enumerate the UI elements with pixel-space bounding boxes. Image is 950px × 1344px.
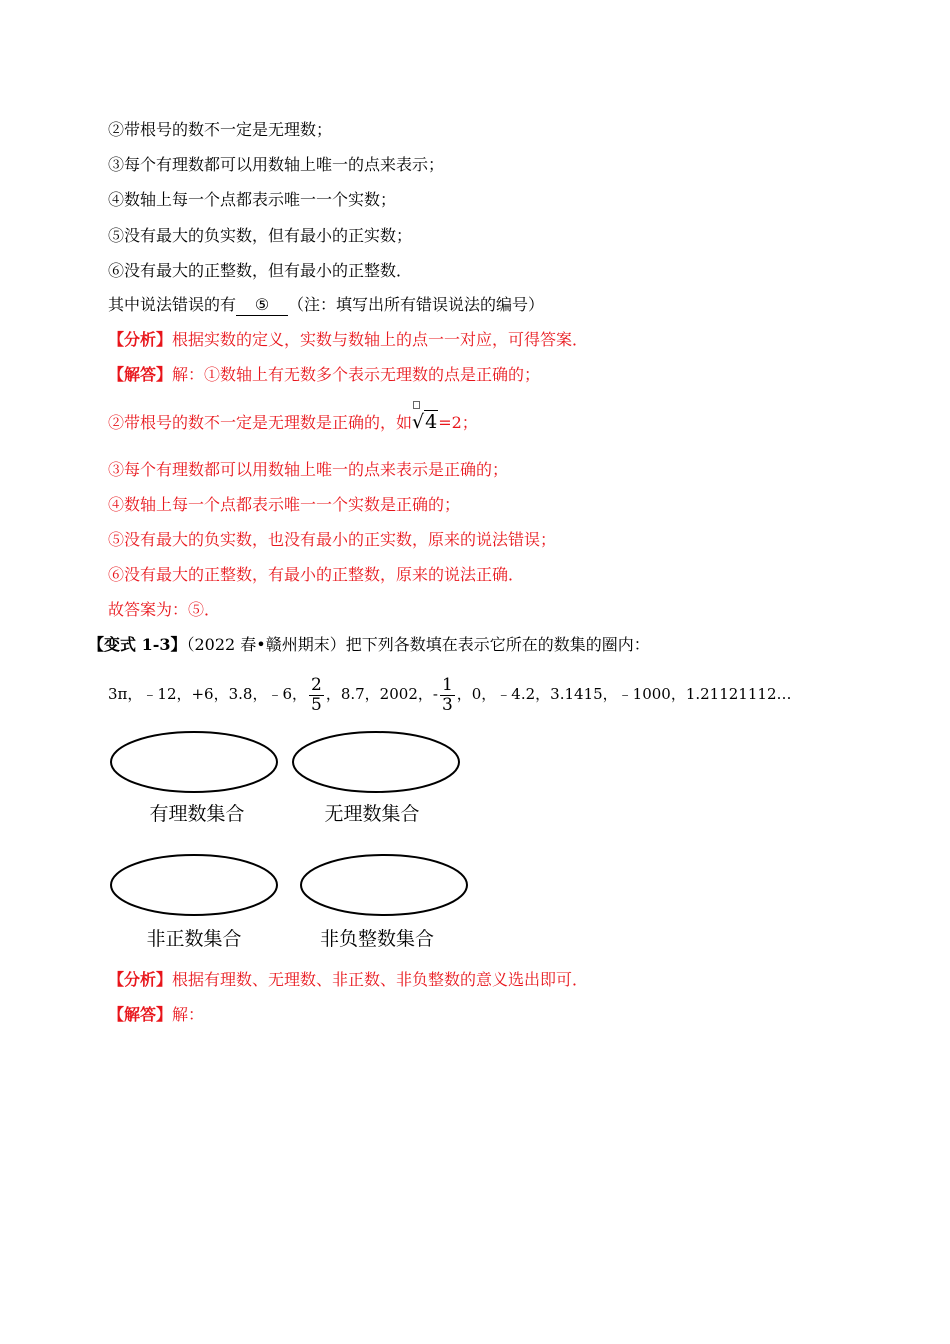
fraction-numerator: 2 — [311, 674, 322, 695]
variant-text: 把下列各数填在表示它所在的数集的圈内： — [345, 635, 650, 654]
irrational-set-ellipse — [293, 732, 459, 792]
question-note: （注：填写出所有错误说法的编号） — [288, 295, 545, 314]
solution-line-6: ⑥没有最大的正整数，有最小的正整数，原来的说法正确． — [108, 565, 525, 584]
numbers-part-1: 3π，﹣12，+6，3.8，﹣6， — [108, 685, 307, 703]
variant-heading — [88, 635, 650, 655]
variant-tag: 【变式 1-3】 — [88, 635, 187, 654]
solution-text: 解： — [172, 1005, 205, 1024]
analysis-1 — [108, 330, 588, 350]
analysis-text: 根据实数的定义，实数与数轴上的点一一对应，可得答案． — [172, 330, 589, 349]
irrational-set-label: 无理数集合 — [324, 803, 420, 825]
solution-1 — [108, 365, 540, 385]
solution-text: 解：①数轴上有无数多个表示无理数的点是正确的； — [172, 365, 541, 384]
nonpositive-set-label: 非正数集合 — [146, 928, 242, 950]
solution-line-5: ⑤没有最大的负实数，也没有最小的正实数，原来的说法错误； — [108, 530, 557, 549]
fraction-denominator: 5 — [311, 694, 322, 715]
nonnegative-integer-set-label: 非负整数集合 — [319, 928, 435, 950]
analysis-tag: 【分析】 — [108, 330, 173, 349]
solution-tag: 【解答】 — [108, 365, 173, 384]
root-index-box — [413, 401, 420, 409]
fraction-one-third — [440, 676, 455, 715]
set-diagram — [100, 730, 490, 960]
numbers-part-3: ，0，﹣4.2，3.1415，﹣1000，1.21121112… — [456, 685, 792, 703]
radicand: 4 — [425, 411, 438, 433]
number-list — [108, 670, 791, 718]
rational-set-ellipse — [111, 732, 277, 792]
analysis-text: 根据有理数、无理数、非正数、非负整数的意义选出即可． — [172, 970, 589, 989]
question-line — [108, 295, 544, 316]
solution-tag: 【解答】 — [108, 1005, 173, 1024]
fraction-two-fifths — [309, 676, 324, 715]
solution-answer: 故答案为：⑤． — [108, 600, 221, 619]
statement-6: ⑥没有最大的正整数，但有最小的正整数． — [108, 261, 413, 280]
analysis-2 — [108, 970, 588, 990]
solution-line-2 — [108, 410, 478, 435]
question-prefix: 其中说法错误的有 — [108, 295, 237, 314]
statement-5: ⑤没有最大的负实数，但有最小的正实数； — [108, 226, 413, 245]
numbers-part-2: ，8.7，2002，- — [325, 685, 438, 703]
solution-line-2-prefix: ②带根号的数不一定是无理数是正确的，如 — [108, 413, 413, 432]
fraction-denominator: 3 — [441, 694, 453, 715]
analysis-tag: 【分析】 — [108, 970, 173, 989]
solution-2 — [108, 1005, 204, 1025]
fraction-numerator: 1 — [441, 674, 453, 695]
cube-root-expression: √4 — [412, 410, 438, 435]
statement-4: ④数轴上每一个点都表示唯一一个实数； — [108, 190, 397, 209]
nonpositive-set-ellipse — [111, 855, 277, 915]
solution-line-3: ③每个有理数都可以用数轴上唯一的点来表示是正确的； — [108, 460, 509, 479]
variant-source: （2022 春•赣州期末） — [186, 635, 346, 654]
statement-2: ②带根号的数不一定是无理数； — [108, 120, 333, 139]
rational-set-label: 有理数集合 — [149, 803, 245, 825]
statement-3: ③每个有理数都可以用数轴上唯一的点来表示； — [108, 155, 445, 174]
solution-line-4: ④数轴上每一个点都表示唯一一个实数是正确的； — [108, 495, 461, 514]
solution-line-2-suffix: =2； — [438, 413, 478, 432]
nonnegative-integer-set-ellipse — [301, 855, 467, 915]
answer-blank: ⑤ — [236, 295, 288, 316]
